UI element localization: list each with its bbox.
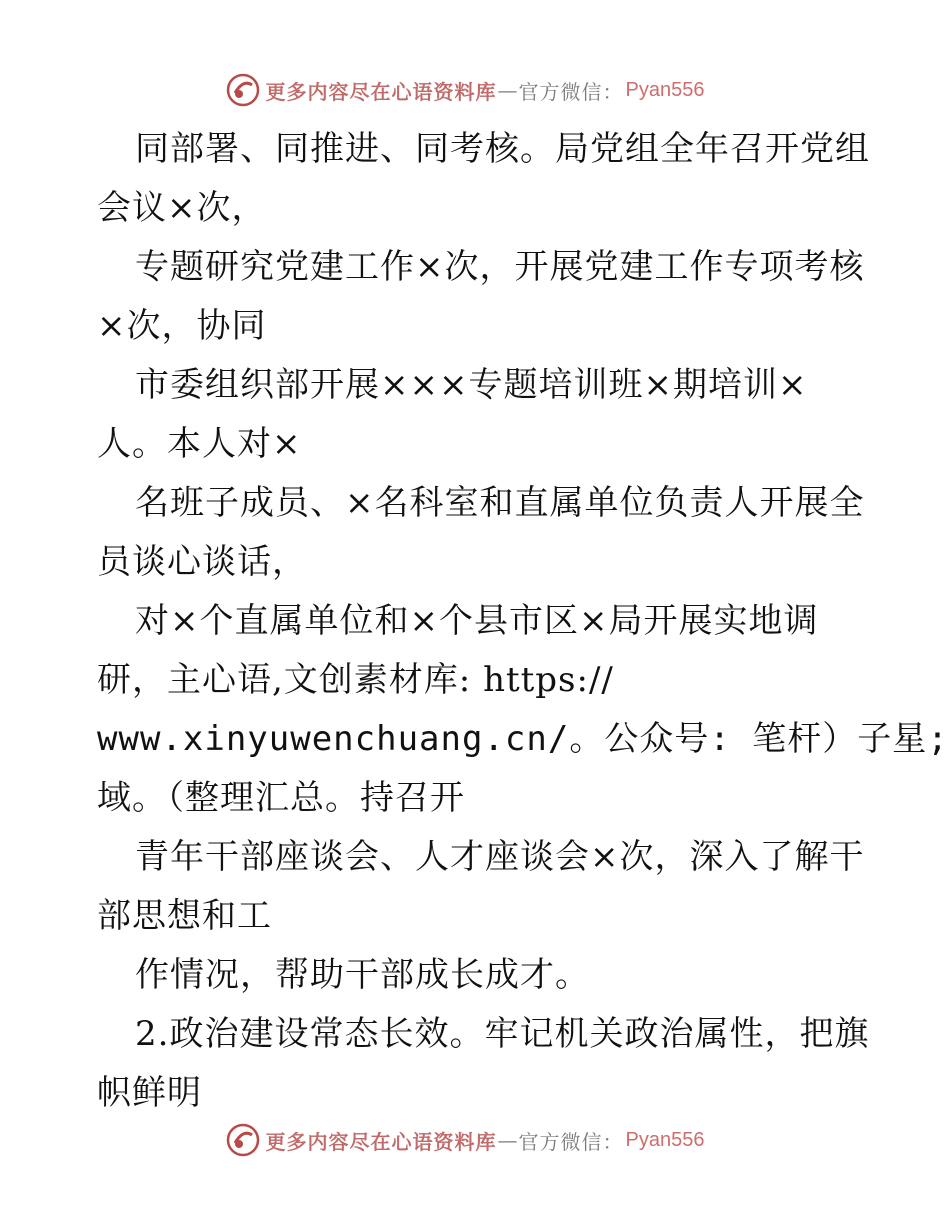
logo-icon (226, 1123, 260, 1157)
text-line: 会议×次， (97, 188, 267, 228)
header-banner (0, 70, 950, 110)
text-line: 青年干部座谈会、人才座谈会×次，深入了解干 (135, 837, 865, 877)
header-wechat-id: Pyan556 (625, 78, 705, 101)
header-brand: 更多内容尽在心语资料库 (265, 79, 497, 104)
text-line: 帜鲜明 (97, 1073, 202, 1113)
footer-wechat-id: Pyan556 (625, 1128, 705, 1151)
text-line: 人。本人对× (97, 424, 302, 464)
footer-wechat-label: 官方微信： (518, 1129, 624, 1154)
footer-banner (0, 1120, 950, 1160)
text-line: 专题研究党建工作×次，开展党建工作专项考核 (135, 247, 865, 287)
text-line-url: www.xinyuwenchuang.cn/。公众号: 笔杆）子星; (97, 719, 949, 759)
header-wechat-label: 官方微信： (518, 79, 624, 104)
text-line: 研，主心语,文创素材库: https:// (97, 660, 614, 700)
header-separator: — (497, 78, 518, 102)
text-line: 员谈心谈话， (97, 542, 307, 582)
text-line: 域。（整理汇总。持召开 (97, 778, 465, 818)
text-line: 市委组织部开展×××专题培训班×期培训× (135, 365, 808, 405)
logo-icon (226, 73, 260, 107)
text-line: 2.政治建设常态长效。牢记机关政治属性，把旗 (135, 1014, 870, 1054)
footer-brand: 更多内容尽在心语资料库 (265, 1129, 497, 1154)
footer-separator: — (497, 1128, 518, 1152)
document-body (97, 120, 949, 1123)
text-line: 同部署、同推进、同考核。局党组全年召开党组 (135, 129, 870, 169)
text-line: 作情况，帮助干部成长成才。 (135, 955, 590, 995)
text-line: 名班子成员、×名科室和直属单位负责人开展全 (135, 483, 865, 523)
text-line: ×次，协同 (97, 306, 267, 346)
text-line: 对×个直属单位和×个县市区×局开展实地调 (135, 601, 819, 641)
text-line: 部思想和工 (97, 896, 272, 936)
